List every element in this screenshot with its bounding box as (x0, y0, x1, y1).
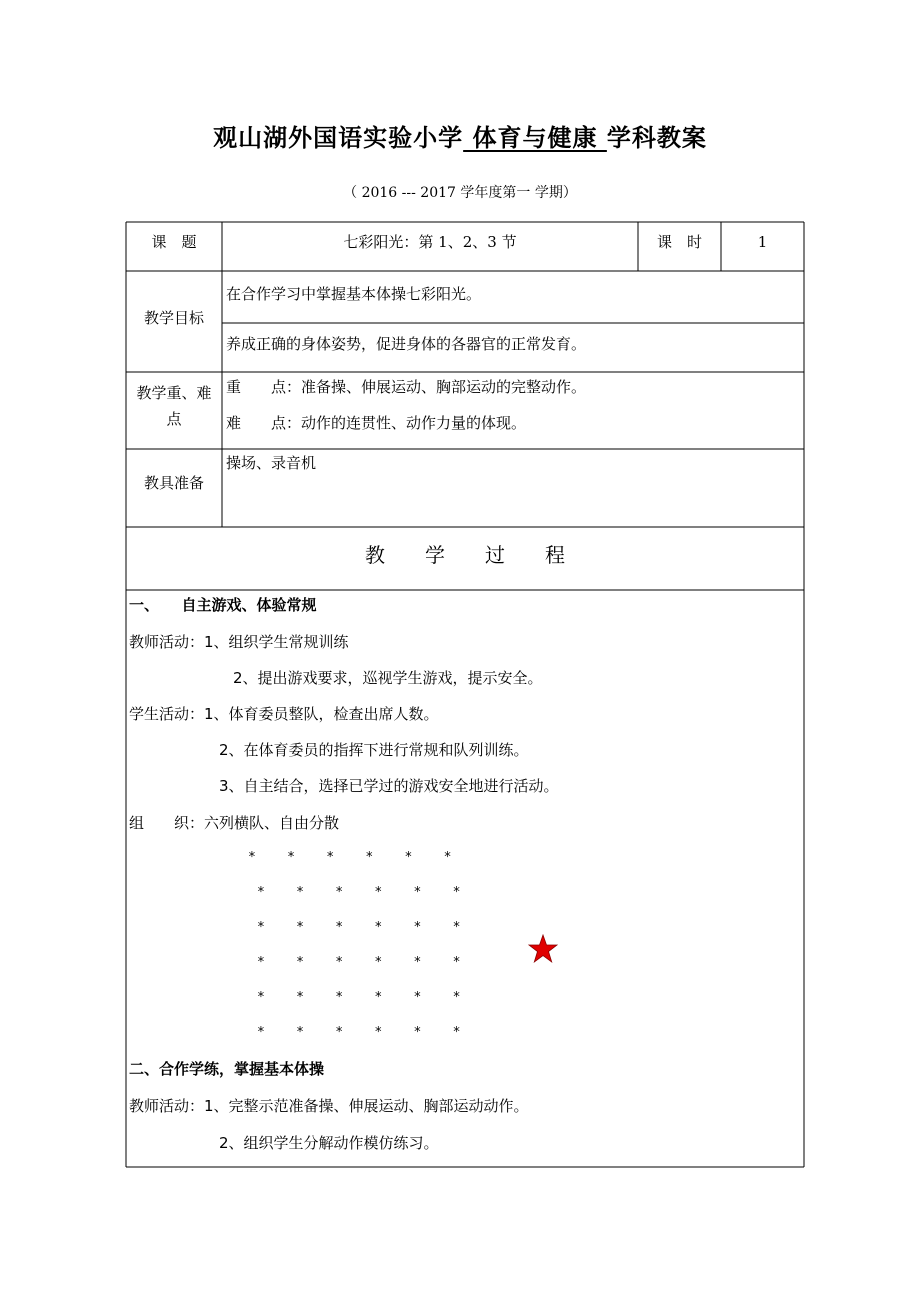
hours-label: 课 时 (656, 233, 702, 251)
goal-2: 养成正确的身体姿势，促进身体的各器官的正常发育。 (226, 335, 587, 353)
section-2-teacher-2: 2、组织学生分解动作模仿练习。 (219, 1134, 439, 1152)
section-1-title: 一、 自主游戏、体验常规 (129, 596, 317, 614)
keypoints-label-1: 教学重、难 (136, 384, 212, 402)
term-subtitle: （ 2016 --- 2017 学年度第一 学期） (343, 185, 577, 201)
process-heading: 教学过程 (365, 543, 605, 567)
formation-row: * * * * * * (257, 1025, 461, 1040)
formation-row: * * * * * * (257, 885, 461, 900)
tools-value: 操场、录音机 (226, 454, 317, 472)
topic-label: 课 题 (151, 233, 197, 251)
school-name: 观山湖外国语实验小学 (213, 124, 464, 152)
goals-label: 教学目标 (143, 309, 204, 327)
teacher-activity-2: 2、提出游戏要求，巡视学生游戏，提示安全。 (233, 669, 543, 687)
keypoints-label-2: 点 (166, 410, 182, 428)
formation-row: * * * * * * (257, 955, 461, 970)
subject-name: 体育与健康 (472, 124, 598, 152)
formation-row: * * * * * * (257, 990, 461, 1005)
student-activity-3: 3、自主结合，选择已学过的游戏安全地进行活动。 (219, 777, 559, 795)
formation-row: * * * * * * (248, 850, 452, 865)
star-icon (528, 934, 558, 964)
teacher-activity-1: 教师活动：1、组织学生常规训练 (129, 633, 349, 651)
goal-1: 在合作学习中掌握基本体操七彩阳光。 (226, 285, 482, 303)
doc-type: 学科教案 (606, 124, 707, 152)
student-activity-1: 学生活动：1、体育委员整队，检查出席人数。 (129, 705, 439, 723)
formation-row: * * * * * * (257, 920, 461, 935)
topic-value: 七彩阳光：第 1、2、3 节 (343, 233, 517, 251)
difficulty-text: 难 点：动作的连贯性、动作力量的体现。 (226, 414, 527, 432)
section-2-title: 二、合作学练，掌握基本体操 (129, 1060, 325, 1078)
keypoint-text: 重 点：准备操、伸展运动、胸部运动的完整动作。 (226, 378, 587, 396)
hours-value: 1 (757, 233, 768, 251)
section-2-teacher-1: 教师活动：1、完整示范准备操、伸展运动、胸部运动动作。 (129, 1097, 529, 1115)
tools-label: 教具准备 (143, 474, 204, 492)
organize-text: 组 织：六列横队、自由分散 (129, 814, 340, 832)
student-activity-2: 2、在体育委员的指挥下进行常规和队列训练。 (219, 741, 529, 759)
